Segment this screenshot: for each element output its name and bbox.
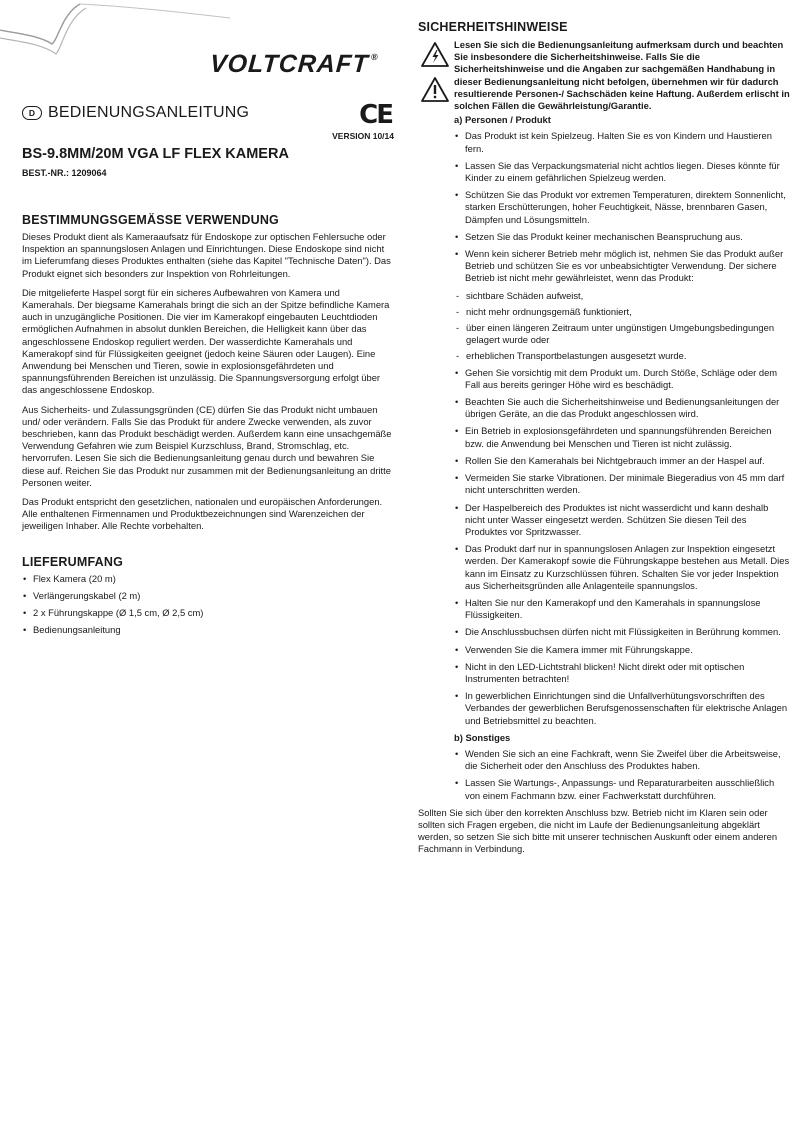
safety-list-a1 bbox=[454, 130, 790, 284]
list-item: • Vermeiden Sie starke Vibrationen. Der minimale Biegeradius von 45 mm darf nicht unterschritten werden. bbox=[454, 472, 790, 496]
intended-use-paragraph: Dieses Produkt dient als Kameraaufsatz für Endoskope zur optischen Fehlersuche oder Inspektion an spannungslosen Anlagen und Einrichtungen. Diese Endoskope sind nicht im Lieferumfang dieses Produktes enthalten (siehe das Kapitel "Technische Daten"). Das Produkt eignet sich besonders zur Inspektion von Rohrleitungen. bbox=[22, 231, 391, 279]
intended-use-heading: BESTIMMUNGSGEMÄSSE VERWENDUNG bbox=[22, 213, 279, 227]
document-header bbox=[22, 100, 394, 220]
product-name: BS-9.8MM/20M VGA LF FLEX KAMERA bbox=[22, 146, 289, 162]
list-item: • Beachten Sie auch die Sicherheitshinweise und Bedienungsanleitungen der übrigen Geräte, an die das Produkt angeschlossen wird. bbox=[454, 396, 790, 420]
safety-block bbox=[418, 39, 790, 856]
safety-intro: Lesen Sie sich die Bedienungsanleitung aufmerksam durch und beachten Sie insbesondere die Sicherheitshinweise. Falls Sie die Sicherheitshinweise und die Angaben zur sachgemäßen Handhabung in dieser Bedienungsanleitung nicht befolgen, übernehmen wir für dadurch resultierende Personen-/ Sachschäden keine Haftung. Außerdem erlischt in solchen Fällen die Gewährleistung/Garantie. bbox=[454, 39, 790, 112]
list-item: - erheblichen Transportbelastungen ausgesetzt wurde. bbox=[454, 350, 790, 362]
version-label: VERSION 10/14 bbox=[332, 131, 394, 141]
list-item: • Lassen Sie das Verpackungsmaterial nicht achtlos liegen. Dieses könnte für Kinder zu einem gefährlichen Spielzeug werden. bbox=[454, 160, 790, 184]
list-item: • Flex Kamera (20 m) bbox=[22, 573, 394, 585]
list-item: • Schützen Sie das Produkt vor extremen Temperaturen, direktem Sonnenlicht, starken Erschütterungen, hoher Feuchtigkeit, Nässe, brennbaren Gasen, Dämpfen und Lösungsmitteln. bbox=[454, 189, 790, 226]
scope-heading: LIEFERUMFANG bbox=[22, 554, 124, 569]
right-column bbox=[418, 20, 790, 856]
ce-mark-icon: CE bbox=[359, 100, 392, 130]
list-item: • In gewerblichen Einrichtungen sind die Unfallverhütungsvorschriften des Verbandes der gewerblichen Berufsgenossenschaften für elektrische Anlagen und Betriebsmittel zu beachten. bbox=[454, 690, 790, 727]
section-b-heading: b) Sonstiges bbox=[454, 731, 511, 743]
list-item: • Das Produkt darf nur in spannungslosen Anlagen zur Inspektion eingesetzt werden. Der Kamerakopf sowie die Führungskappe bestehen aus Metall. Dies kann im Einsatz zu Kurzschlüssen führen. Schalten Sie vor jeder Inspektion aus Sicherheitsgründen alle Anlagenteile spannungslos. bbox=[454, 543, 790, 592]
section-a-heading: a) Personen / Produkt bbox=[454, 114, 551, 126]
list-item: - nicht mehr ordnungsgemäß funktioniert, bbox=[454, 306, 790, 318]
list-item: • Die Anschlussbuchsen dürfen nicht mit Flüssigkeiten in Berührung kommen. bbox=[454, 626, 790, 638]
list-item: • Verwenden Sie die Kamera immer mit Führungskappe. bbox=[454, 644, 790, 656]
intended-use-paragraph: Das Produkt entspricht den gesetzlichen, nationalen und europäischen Anforderungen. Alle enthaltenen Firmennamen und Produktbezeichnungen sind Warenzeichen der jeweiligen Inhaber. Alle Rechte vorbehalten. bbox=[22, 496, 383, 532]
warning-icons bbox=[420, 41, 452, 111]
list-item: • Rollen Sie den Kamerahals bei Nichtgebrauch immer an der Haspel auf. bbox=[454, 455, 790, 467]
exclamation-warning-icon bbox=[420, 76, 450, 103]
list-item: • Setzen Sie das Produkt keiner mechanischen Beanspruchung aus. bbox=[454, 231, 790, 243]
order-number: BEST.-NR.: 1209064 bbox=[22, 168, 107, 178]
list-item: • Nicht in den LED-Lichtstrahl blicken! Nicht direkt oder mit optischen Instrumenten betrachten! bbox=[454, 661, 790, 685]
intended-use-paragraph: Aus Sicherheits- und Zulassungsgründen (CE) dürfen Sie das Produkt nicht umbauen und/ oder verändern. Falls Sie das Produkt für andere Zwecke verwenden, als zuvor beschrieben, kann das Produkt beschädigt werden. Außerdem kann eine unsachgemäße Verwendung Gefahren wie zum Beispiel Kurzschluss, Brand, Stromschlag, etc. hervorrufen. Lesen Sie sich die Bedienungsanleitung genau durch und bewahren Sie diese auf. Reichen Sie das Produkt nur zusammen mit der Bedienungsanleitung an dritte Personen weiter. bbox=[22, 403, 392, 488]
lightning-warning-icon bbox=[420, 41, 450, 68]
closing-paragraph: Sollten Sie sich über den korrekten Anschluss bzw. Betrieb nicht im Klaren sein oder sollten sich Fragen ergeben, die nicht im Laufe der Bedienungsanleitung abgeklärt werden, so setzen Sie sich bitte mit unserer technischen Auskunft oder einem anderen Fachmann in Verbindung. bbox=[418, 806, 778, 855]
list-item: • Das Produkt ist kein Spielzeug. Halten Sie es von Kindern und Haustieren fern. bbox=[454, 130, 790, 154]
document-title: BEDIENUNGSANLEITUNG bbox=[48, 104, 250, 121]
list-item: - sichtbare Schäden aufweist, bbox=[454, 290, 790, 302]
list-item: • Bedienungsanleitung bbox=[22, 624, 394, 636]
logo-text: VOLTCRAFT bbox=[209, 50, 370, 78]
safety-heading: SICHERHEITSHINWEISE bbox=[418, 20, 568, 34]
list-item: • Ein Betrieb in explosionsgefährdeten und spannungsführenden Bereichen bzw. die Anwendung bei Menschen und Tieren ist nicht zulässig. bbox=[454, 425, 790, 449]
left-column bbox=[22, 100, 394, 641]
safety-list-b bbox=[454, 748, 790, 802]
registered-mark: ® bbox=[370, 52, 380, 62]
scope-of-delivery-section bbox=[22, 555, 394, 637]
intended-use-section bbox=[22, 213, 394, 533]
safety-list-a2 bbox=[454, 367, 790, 727]
list-item: • 2 x Führungskappe (Ø 1,5 cm, Ø 2,5 cm) bbox=[22, 607, 394, 619]
language-badge: D bbox=[22, 106, 42, 120]
list-item: • Halten Sie nur den Kamerakopf und den Kamerahals in spannungslose Flüssigkeiten. bbox=[454, 597, 790, 621]
language-title-row bbox=[22, 104, 249, 122]
list-item: • Verlängerungskabel (2 m) bbox=[22, 590, 394, 602]
condition-list bbox=[454, 290, 790, 363]
list-item: - über einen längeren Zeitraum unter ungünstigen Umgebungsbedingungen gelagert wurde oder bbox=[454, 322, 790, 346]
voltcraft-logo bbox=[209, 50, 379, 79]
intended-use-paragraph: Die mitgelieferte Haspel sorgt für ein sicheres Aufbewahren von Kamera und Kamerahals. Der biegsame Kamerahals bringt die sich an der Spitze befindliche Kamera auch in unzugängliche Positionen. Die vier im Kamerakopf eingebauten Leuchtdioden ermöglichen Aufnahmen in absolut dunklen Bereichen, die Helligkeit kann über das angeschlossene Endoskop reguliert werden. Der wasserdichte Kamerahals und Kamerakopf sind für Flüssigkeiten geeignet (jedoch keine Säuren oder Laugen). Eine Anwendung bei Menschen und Tieren, sowie in explosionsgefährdeten und spannungsführenden Bereichen ist unzulässig. Die Spannungsversorgung erfolgt über das angeschlossene Endoskop. bbox=[22, 286, 390, 396]
scope-list bbox=[22, 573, 394, 637]
list-item: • Wenden Sie sich an eine Fachkraft, wenn Sie Zweifel über die Arbeitsweise, die Sicherheit oder den Anschluss des Produktes haben. bbox=[454, 748, 790, 772]
list-item: • Der Haspelbereich des Produktes ist nicht wasserdicht und kann deshalb nicht unter Wasser eingesetzt werden. Schützen Sie diesen Teil des Produktes vor Spritzwasser. bbox=[454, 502, 790, 539]
list-item: • Gehen Sie vorsichtig mit dem Produkt um. Durch Stöße, Schläge oder dem Fall aus bereits geringer Höhe wird es beschädigt. bbox=[454, 367, 790, 391]
decorative-swoosh bbox=[0, 0, 230, 60]
list-item: • Lassen Sie Wartungs-, Anpassungs- und Reparaturarbeiten ausschließlich von einem Fachmann bzw. einer Fachwerkstatt durchführen. bbox=[454, 777, 790, 801]
list-item: • Wenn kein sicherer Betrieb mehr möglich ist, nehmen Sie das Produkt außer Betrieb und schützen Sie es vor unbeabsichtigter Verwendung. Der sichere Betrieb ist nicht mehr gewährleistet, wenn das Produkt: bbox=[454, 248, 790, 285]
